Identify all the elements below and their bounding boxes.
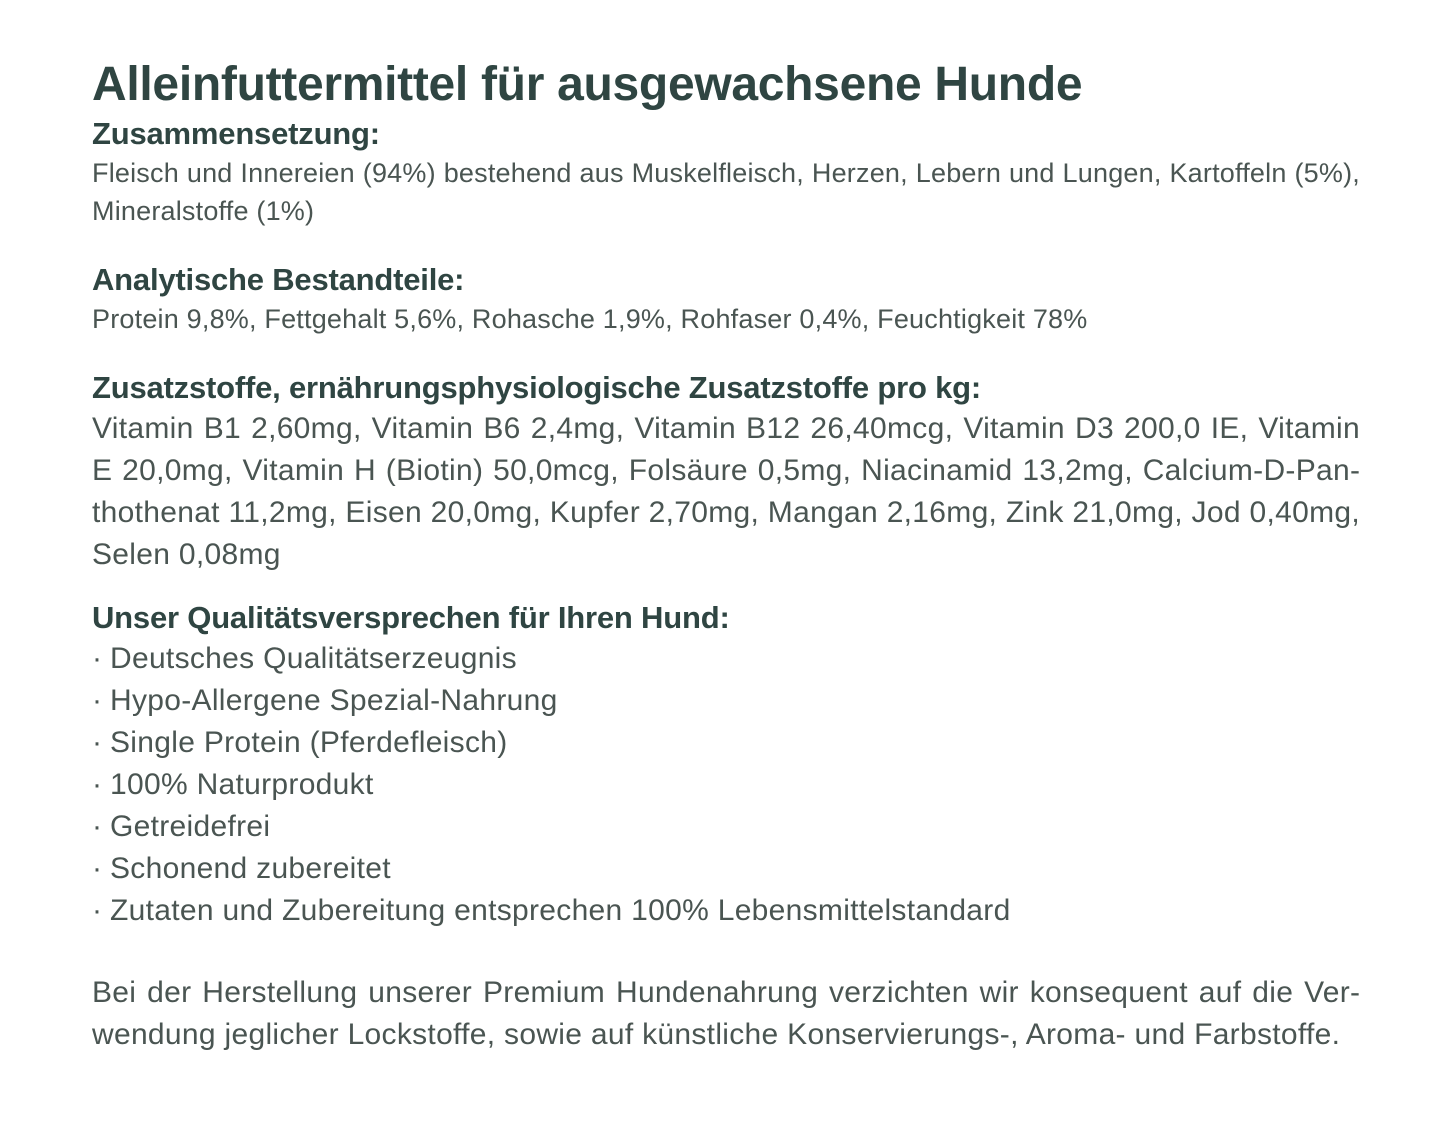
- bullet-dot: ·: [92, 642, 103, 675]
- list-item: [92, 722, 1360, 764]
- footer-note: Bei der Herstellung unserer Premium Hundenahrung verzichten wir konsequent auf die Verwendung jeglicher Lockstoffe, sowie auf künstliche Konservierungs-, Aroma- und Farbstoffe.: [92, 976, 1360, 1051]
- page-title: Alleinfuttermittel für ausgewachsene Hunde: [92, 58, 1083, 111]
- list-item-text: Zutaten und Zubereitung entsprechen 100% Lebensmittelstandard: [110, 894, 1011, 927]
- bullet-dot: ·: [92, 852, 103, 885]
- list-item: [92, 890, 1360, 932]
- list-item-text: Hypo-Allergene Spezial-Nahrung: [110, 684, 558, 717]
- list-item: [92, 848, 1360, 890]
- list-item: [92, 680, 1360, 722]
- list-item-text: Getreidefrei: [110, 810, 271, 843]
- section-analytical-constituents: [92, 260, 1360, 338]
- list-item: [92, 764, 1360, 806]
- quality-bullet-list: [92, 638, 1360, 932]
- section-heading-quality: Unser Qualitätsversprechen für Ihren Hund:: [92, 600, 730, 635]
- composition-text: Fleisch und Innereien (94%) bestehend aus Muskelfleisch, Herzen, Lebern und Lungen, Kartoffeln (5%), Mineralstoffe (1%): [92, 158, 1360, 226]
- analytical-text: Protein 9,8%, Fettgehalt 5,6%, Rohasche 1,9%, Rohfaser 0,4%, Feuchtigkeit 78%: [92, 304, 1088, 334]
- list-item: [92, 638, 1360, 680]
- bullet-dot: ·: [92, 726, 103, 759]
- product-info-sheet: [92, 56, 1360, 1056]
- list-item-text: 100% Naturprodukt: [110, 768, 374, 801]
- list-item-text: Schonend zubereitet: [110, 852, 391, 885]
- section-additives: [92, 368, 1360, 576]
- list-item-text: Single Protein (Pferdefleisch): [110, 726, 508, 759]
- bullet-dot: ·: [92, 768, 103, 801]
- section-quality-promise: [92, 598, 1360, 932]
- section-heading-analytical: Analytische Bestandteile:: [92, 262, 465, 297]
- section-heading-composition: Zusammensetzung:: [92, 116, 380, 151]
- bullet-dot: ·: [92, 894, 103, 927]
- additives-text: Vitamin B1 2,60mg, Vitamin B6 2,4mg, Vitamin B12 26,40mcg, Vitamin D3 200,0 IE, Vitamin E 20,0mg, Vitamin H (Biotin) 50,0mcg, Folsäure 0,5mg, Niacinamid 13,2mg, Calcium-D-Panthothenat 11,2mg, Eisen 20,0mg, Kupfer 2,70mg, Mangan 2,16mg, Zink 21,0mg, Jod 0,40mg, Selen 0,08mg: [92, 412, 1360, 571]
- section-composition: [92, 114, 1360, 230]
- list-item-text: Deutsches Qualitätserzeugnis: [110, 642, 517, 675]
- bullet-dot: ·: [92, 684, 103, 717]
- list-item: [92, 806, 1360, 848]
- bullet-dot: ·: [92, 810, 103, 843]
- section-heading-additives: Zusatzstoffe, ernährungsphysiologische Zusatzstoffe pro kg:: [92, 370, 982, 405]
